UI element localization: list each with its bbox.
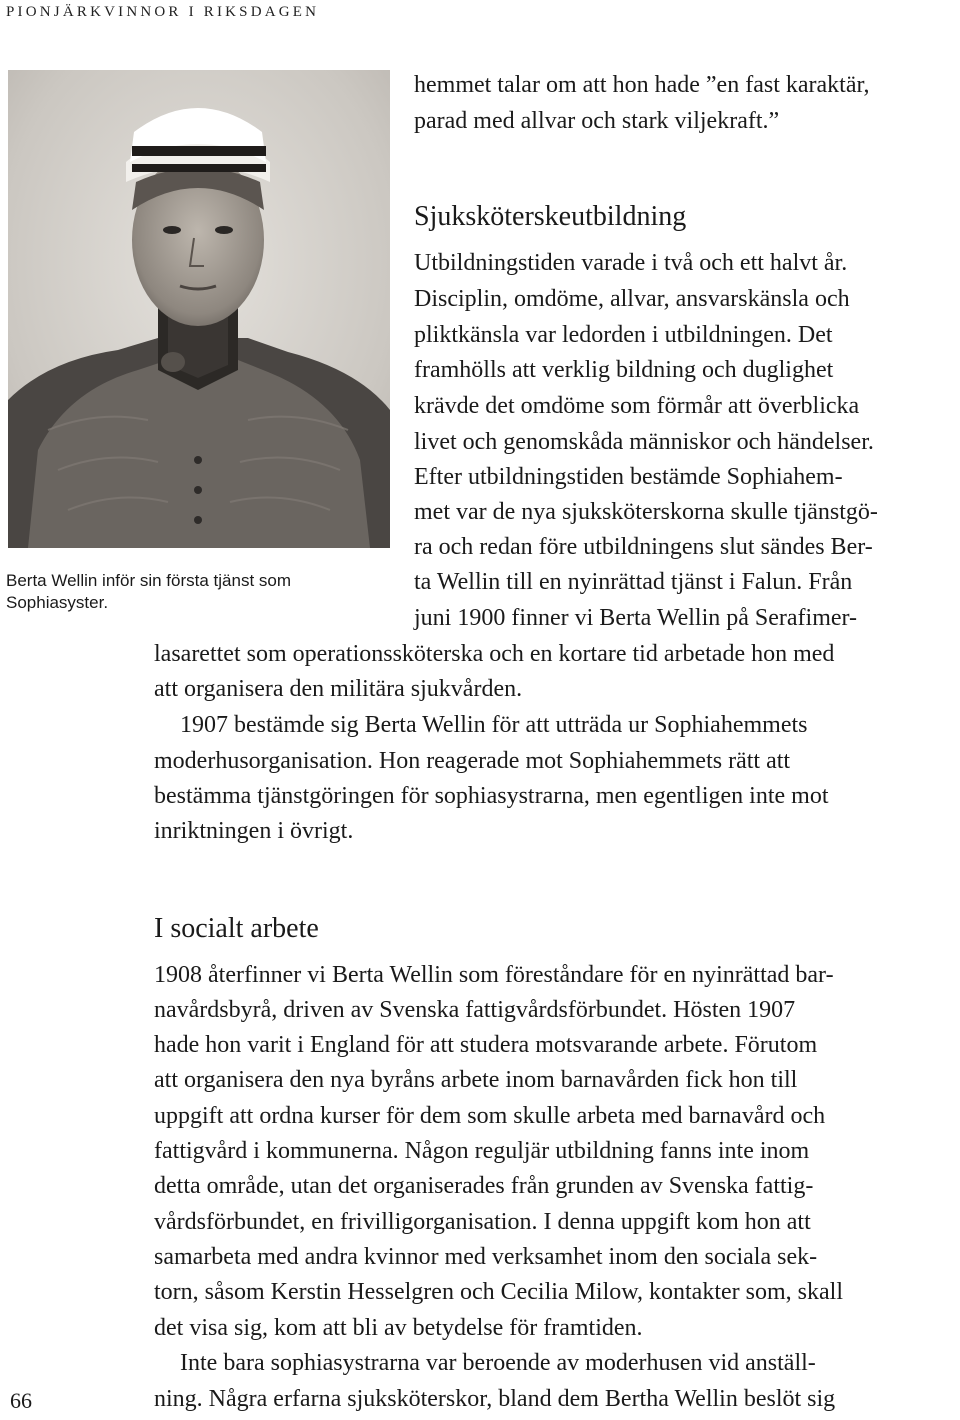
- paragraph-line: ta Wellin till en nyinrättad tjänst i Falun. Från: [414, 569, 853, 595]
- section-heading-sjukskoterskeutbildning: Sjuksköterskeutbildning: [414, 201, 687, 232]
- paragraph-line: livet och genomskåda människor och händelser.: [414, 429, 874, 455]
- paragraph-line: inriktningen i övrigt.: [154, 818, 354, 844]
- paragraph-line: att organisera den militära sjukvården.: [154, 676, 523, 702]
- paragraph-line: framhölls att verklig bildning och duglighet: [414, 357, 834, 383]
- intro-line: parad med allvar och stark viljekraft.”: [414, 108, 780, 134]
- paragraph-line: torn, såsom Kerstin Hesselgren och Cecilia Milow, kontakter som, skall: [154, 1279, 843, 1305]
- caption-line: Berta Wellin inför sin första tjänst som: [6, 571, 292, 590]
- paragraph-line: bestämma tjänstgöringen för sophiasystrarna, men egentligen inte mot: [154, 783, 829, 809]
- paragraph-line: lasarettet som operationssköterska och en kortare tid arbetade hon med: [154, 641, 835, 667]
- paragraph-line: det visa sig, kom att bli av betydelse för framtiden.: [154, 1315, 643, 1341]
- paragraph-line: Utbildningstiden varade i två och ett halvt år.: [414, 250, 848, 276]
- paragraph-line: krävde det omdöme som förmår att överblicka: [414, 393, 860, 419]
- paragraph-line: ning. Några erfarna sjuksköterskor, bland dem Bertha Wellin beslöt sig: [154, 1386, 836, 1412]
- paragraph-line: navårdsbyrå, driven av Svenska fattigvårdsförbundet. Hösten 1907: [154, 997, 796, 1023]
- intro-line: hemmet talar om att hon hade ”en fast karaktär,: [414, 72, 870, 98]
- paragraph-line: hade hon varit i England för att studera motsvarande arbete. Förutom: [154, 1032, 818, 1058]
- caption-line: Sophiasyster.: [6, 593, 109, 612]
- paragraph-line: uppgift att ordna kurser för dem som skulle arbeta med barnavård och: [154, 1103, 826, 1129]
- paragraph-line: pliktkänsla var ledorden i utbildningen. Det: [414, 322, 833, 348]
- portrait-photo: [8, 70, 390, 548]
- paragraph-line: att organisera den nya byråns arbete inom barnavården fick hon till: [154, 1067, 798, 1093]
- paragraph-line: moderhusorganisation. Hon reagerade mot Sophiahemmets rätt att: [154, 748, 791, 774]
- paragraph-line: fattigvård i kommunerna. Någon reguljär utbildning fanns inte inom: [154, 1138, 810, 1164]
- paragraph-line: Efter utbildningstiden bestämde Sophiahem-: [414, 464, 843, 490]
- paragraph-line: vårdsförbundet, en frivilligorganisation. I denna uppgift kom hon att: [154, 1209, 811, 1235]
- paragraph-line: Inte bara sophiasystrarna var beroende av moderhusen vid anställ-: [180, 1350, 816, 1376]
- page-number: 66: [10, 1388, 32, 1413]
- photo-caption: [6, 570, 366, 614]
- paragraph-line: juni 1900 finner vi Berta Wellin på Serafimer-: [414, 605, 858, 631]
- paragraph-line: 1908 återfinner vi Berta Wellin som föreståndare för en nyinrättad bar-: [154, 962, 834, 988]
- paragraph-line: samarbeta med andra kvinnor med verksamhet inom den sociala sek-: [154, 1244, 818, 1270]
- running-head: PIONJÄRKVINNOR I RIKSDAGEN: [6, 4, 320, 20]
- paragraph-line: ra och redan före utbildningens slut sändes Ber-: [414, 534, 873, 560]
- section-heading-i-socialt-arbete: I socialt arbete: [154, 913, 319, 944]
- paragraph-line: 1907 bestämde sig Berta Wellin för att utträda ur Sophiahemmets: [180, 712, 808, 738]
- paragraph-line: Disciplin, omdöme, allvar, ansvarskänsla och: [414, 286, 850, 312]
- paragraph-line: detta område, utan det organiserades från grunden av Svenska fattig-: [154, 1173, 814, 1199]
- paragraph-line: met var de nya sjuksköterskorna skulle tjänstgö-: [414, 499, 878, 525]
